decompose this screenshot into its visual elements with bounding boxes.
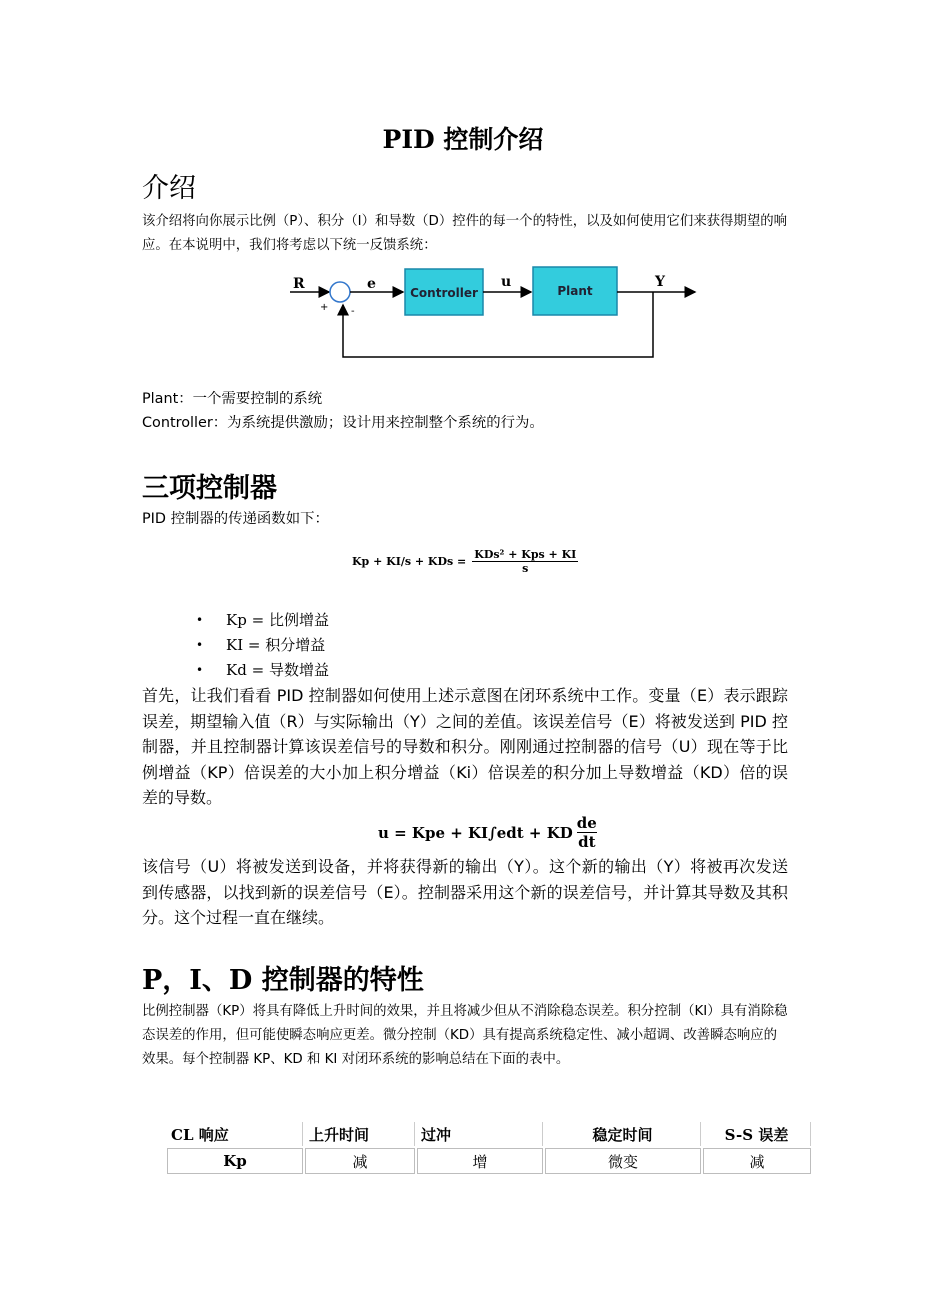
characteristics-heading: P，I、D 控制器的特性	[142, 965, 424, 996]
tf-fraction	[472, 548, 578, 575]
summing-junction	[330, 282, 350, 302]
table-cell: 微变	[545, 1148, 701, 1174]
signal-loop-paragraph: 该信号（U）将被发送到设备，并将获得新的输出（Y）。这个新的输出（Y）将被再次发送到传感器，以找到新的误差信号（E）。控制器采用这个新的误差信号，并计算其导数及其积分。这个过程一直在继续。	[142, 857, 788, 927]
col-header-overshoot: 过冲	[417, 1122, 543, 1146]
intro-heading: 介绍	[142, 173, 196, 204]
tf-denominator: s	[522, 562, 529, 575]
eq-denominator: dt	[578, 833, 596, 851]
bullet-ki	[196, 633, 329, 658]
bullet-value: 导数增益	[268, 661, 329, 679]
bullet-dot-icon: •	[196, 638, 204, 652]
col-header-cl-response: CL 响应	[167, 1122, 303, 1146]
bullet-key: Kp =	[226, 611, 265, 629]
eq-main: u = Kpe + KI∫edt + KD	[378, 823, 573, 842]
bullet-key: Kd =	[226, 661, 265, 679]
table-header-row	[167, 1122, 811, 1146]
three-term-heading: 三项控制器	[142, 473, 277, 504]
r-label: R	[293, 276, 305, 292]
col-header-settling-time: 稳定时间	[545, 1122, 701, 1146]
tf-lhs: Kp + KI/s + KDs =	[352, 555, 467, 568]
bullet-dot-icon: •	[196, 613, 204, 627]
y-label: Y	[655, 274, 665, 290]
feedback-diagram	[285, 262, 705, 362]
table-cell: 增	[417, 1148, 543, 1174]
intro-paragraph: 该介绍将向你展示比例（P）、积分（I）和导数（D）控件的每一个的特性，以及如何使用它们来获得期望的响应。在本说明中，我们将考虑以下统一反馈系统：	[142, 214, 787, 253]
bullet-kp	[196, 608, 329, 633]
characteristics-paragraph: 比例控制器（KP）将具有降低上升时间的效果，并且将减少但从不消除稳态误差。积分控制（KI）具有消除稳态误差的作用，但可能使瞬态响应更差。微分控制（KD）具有提高系统稳定性、减小超调、改善瞬态响应的效果。每个控制器 KP、KD 和 KI 对闭环系统的影响总结在下面的表中。	[142, 1004, 788, 1067]
control-law-equation	[378, 814, 597, 851]
u-label: u	[501, 274, 512, 290]
bullet-value: 比例增益	[268, 611, 329, 629]
transfer-function-formula	[352, 548, 578, 575]
eq-fraction	[577, 814, 597, 851]
col-header-ss-error: S-S 误差	[703, 1122, 811, 1146]
bullet-dot-icon: •	[196, 663, 204, 677]
document-title: PID 控制介绍	[382, 125, 544, 154]
plant-block-label: Plant	[557, 284, 593, 298]
bullet-key: KI =	[226, 636, 261, 654]
col-header-rise-time: 上升时间	[305, 1122, 415, 1146]
tf-numerator: KDs² + Kps + KI	[474, 548, 577, 561]
bullet-kd	[196, 658, 329, 683]
table-cell: Kp	[167, 1148, 303, 1174]
bullet-value: 积分增益	[265, 636, 326, 654]
eq-numerator: de	[576, 814, 597, 832]
minus-label: -	[351, 306, 355, 317]
table-cell: 减	[703, 1148, 811, 1174]
controller-block-label: Controller	[410, 286, 478, 300]
controller-definition: Controller：为系统提供激励；设计用来控制整个系统的行为。	[142, 415, 544, 431]
e-label: e	[367, 276, 376, 292]
table-row	[167, 1148, 811, 1174]
table-cell: 减	[305, 1148, 415, 1174]
gain-bullet-list	[196, 608, 329, 683]
plus-label: +	[320, 302, 329, 313]
transfer-function-intro: PID 控制器的传递函数如下：	[142, 511, 329, 527]
pid-closed-loop-paragraph: 首先，让我们看看 PID 控制器如何使用上述示意图在闭环系统中工作。变量（E）表示跟踪误差，期望输入值（R）与实际输出（Y）之间的差值。该误差信号（E）将被发送到 PID 控制器，并且控制器计算该误差信号的导数和积分。刚刚通过控制器的信号（U）现在等于比例增益（KP）倍误差的大小加上积分增益（Ki）倍误差的积分加上导数增益（KD）倍的误差的导数。	[142, 686, 788, 807]
plant-definition: Plant：一个需要控制的系统	[142, 391, 323, 407]
controller-effects-table	[165, 1120, 813, 1176]
